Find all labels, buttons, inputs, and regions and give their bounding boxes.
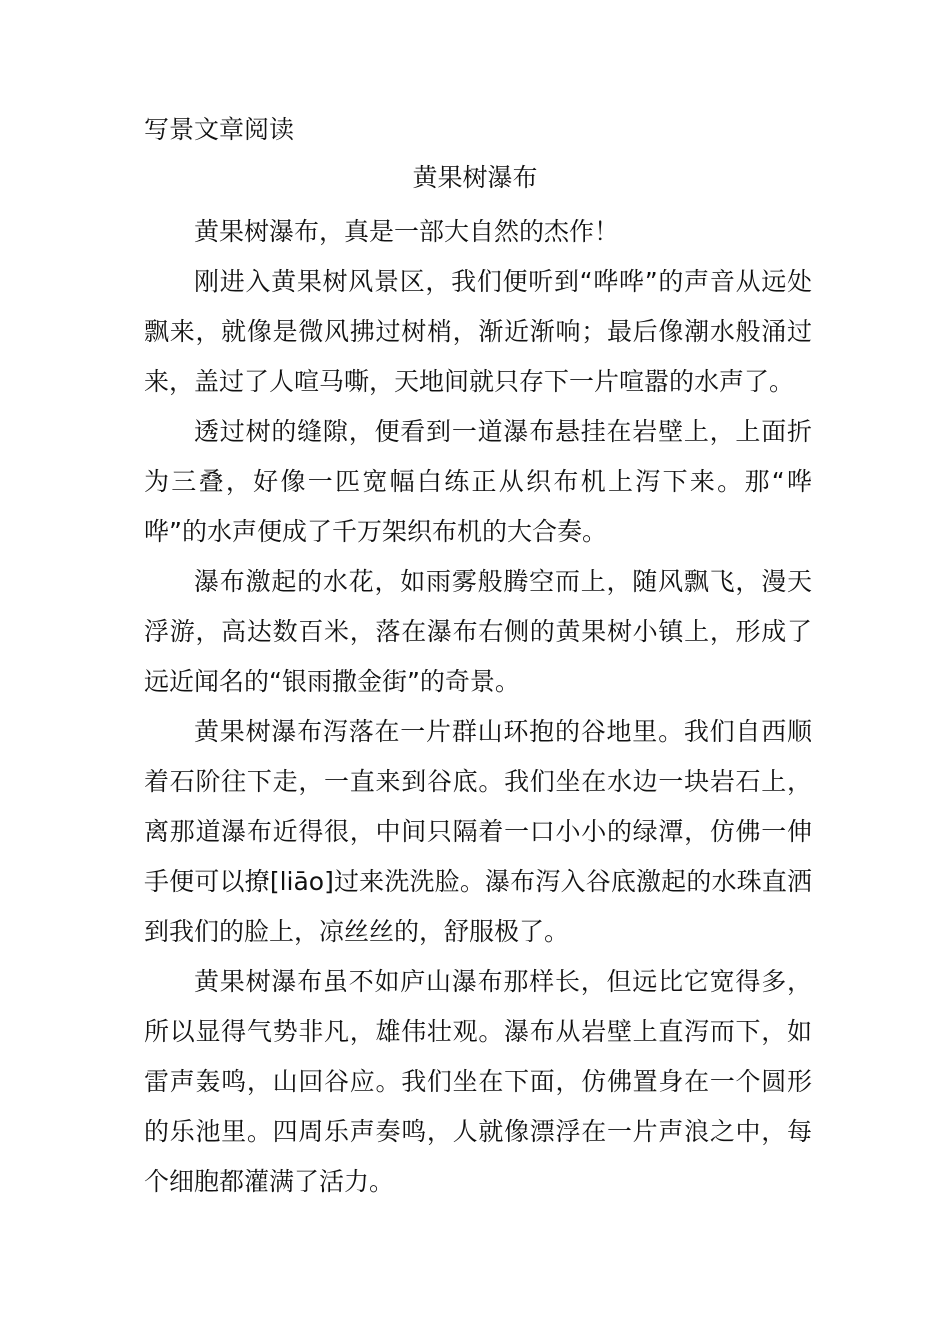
paragraph-5: 黄果树瀑布泻落在一片群山环抱的谷地里。我们自西顺着石阶往下走，一直来到谷底。我们坐在水边一块岩石上，离那道瀑布近得很，中间只隔着一口小小的绿潭，仿佛一伸手便可以撩[liāo]过来洗洗脸。瀑布泻入谷底激起的水珠直洒到我们的脸上，凉丝丝的，舒服极了。 (144, 717, 812, 946)
article-title: 黄果树瀑布 (412, 163, 538, 192)
paragraph-1: 黄果树瀑布，真是一部大自然的杰作！ (194, 217, 620, 246)
paragraph-4: 瀑布激起的水花，如雨雾般腾空而上，随风飘飞，漫天浮游，高达数百米，落在瀑布右侧的黄果树小镇上，形成了远近闻名的“银雨撒金街”的奇景。 (144, 567, 812, 696)
paragraph-6: 黄果树瀑布虽不如庐山瀑布那样长，但远比它宽得多，所以显得气势非凡，雄伟壮观。瀑布从岩壁上直泻而下，如雷声轰鸣，山回谷应。我们坐在下面，仿佛置身在一个圆形的乐池里。四周乐声奏鸣，人就像漂浮在一片声浪之中，每个细胞都灌满了活力。 (144, 967, 812, 1196)
paragraph-3: 透过树的缝隙，便看到一道瀑布悬挂在岩壁上，上面折为三叠，好像一匹宽幅白练正从织布机上泻下来。那“哗哗”的水声便成了千万架织布机的大合奏。 (144, 417, 812, 546)
paragraph-2: 刚进入黄果树风景区，我们便听到“哗哗”的声音从远处飘来，就像是微风拂过树梢，渐近渐响；最后像潮水般涌过来，盖过了人喧马嘶，天地间就只存下一片喧嚣的水声了。 (144, 267, 812, 396)
section-heading: 写景文章阅读 (144, 115, 295, 144)
article-body (144, 207, 812, 1207)
